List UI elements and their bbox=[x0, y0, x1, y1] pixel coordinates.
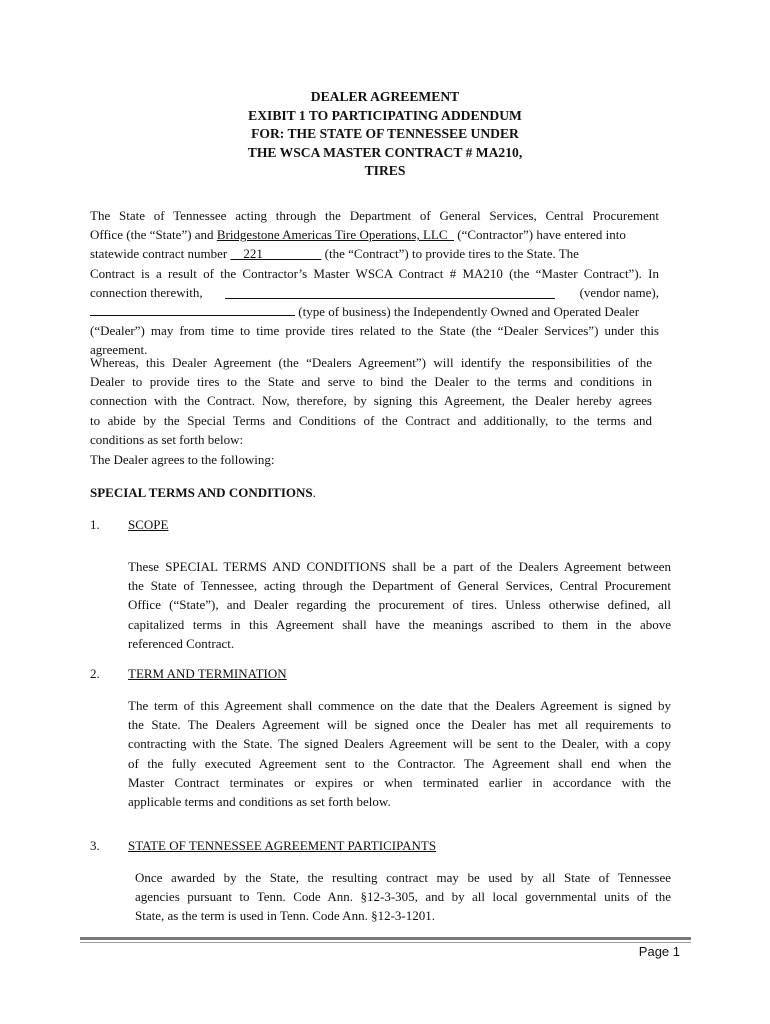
intro-line: connection therewith, (vendor name), bbox=[90, 284, 659, 300]
scope-line: Office (“State”), and Dealer regarding the procurement of tires. Unless otherwise defined, all bbox=[128, 597, 671, 613]
term-line: Master Contract terminates or expires or when terminated earlier in accordance with the bbox=[128, 774, 671, 790]
scope-line: referenced Contract. bbox=[128, 635, 235, 651]
contract-number: 221 bbox=[243, 246, 263, 262]
participants-line: agencies pursuant to Tenn. Code Ann. §12-3-305, and by all local governmental units of the bbox=[135, 889, 671, 905]
agrees-statement: The Dealer agrees to the following: bbox=[90, 452, 275, 467]
participants-line: State, as the term is used in Tenn. Code Ann. §12-3-1201. bbox=[135, 908, 435, 924]
intro-paragraph bbox=[90, 206, 659, 360]
intro-line: Office (the “State”) and Bridgestone Americas Tire Operations, LLC (“Contractor”) have entered into bbox=[90, 227, 626, 243]
scope-line: the State of Tennessee, acting through the Department of General Services, Central Procurement bbox=[128, 578, 671, 594]
whereas-line: conditions as set forth below: bbox=[90, 431, 244, 447]
intro-line: (type of business) the Independently Owned and Operated Dealer bbox=[90, 302, 659, 321]
intro-line: The State of Tennessee acting through the Department of General Services, Central Procurement bbox=[90, 208, 659, 223]
section-heading-term: TERM AND TERMINATION bbox=[128, 666, 287, 681]
page-number: Page 1 bbox=[638, 944, 680, 959]
section-number: 3. bbox=[90, 838, 100, 853]
term-line: applicable terms and conditions as set forth below. bbox=[128, 794, 391, 810]
term-line: The term of this Agreement shall commence on the date that the Dealers Agreement is signed by bbox=[128, 698, 671, 713]
whereas-line: to abide by the Special Terms and Conditions of the Contract and additionally, to the terms and bbox=[90, 412, 652, 428]
title-line: DEALER AGREEMENT bbox=[310, 89, 460, 104]
term-paragraph bbox=[128, 696, 671, 811]
intro-line: Contract is a result of the Contractor’s Master WSCA Contract # MA210 (the “Master Contract”). In bbox=[90, 265, 659, 281]
business-type-blank[interactable] bbox=[90, 303, 295, 316]
section-heading-scope: SCOPE bbox=[128, 517, 169, 532]
title-line: FOR: THE STATE OF TENNESSEE UNDER bbox=[251, 126, 519, 141]
whereas-line: Whereas, this Dealer Agreement (the “Dealers Agreement”) will identify the responsibilities of the bbox=[90, 355, 652, 370]
title-line: EXIBIT 1 TO PARTICIPATING ADDENDUM bbox=[248, 107, 522, 123]
footer-rule bbox=[80, 937, 691, 940]
intro-line: (“Dealer”) may from time to time provide tires related to the State (the “Dealer Services”) under this bbox=[90, 323, 659, 339]
title-line: TIRES bbox=[364, 163, 406, 178]
whereas-line: connection with the Contract. Now, therefore, by signing this Agreement, the Dealer hereby agrees bbox=[90, 393, 652, 409]
intro-line: agreement. bbox=[90, 342, 148, 358]
vendor-name-blank[interactable] bbox=[225, 286, 555, 299]
participants-line: Once awarded by the State, the resulting contract may be used by all State of Tennessee bbox=[135, 870, 671, 885]
section-heading-participants: STATE OF TENNESSEE AGREEMENT PARTICIPANTS bbox=[128, 838, 437, 853]
whereas-paragraph bbox=[90, 353, 652, 449]
term-line: contracting with the State. The signed Dealers Agreement will be sent to the Dealer, with a copy bbox=[128, 736, 671, 752]
contractor-name: Bridgestone Americas Tire Operations, LLC bbox=[216, 227, 448, 243]
whereas-line: Dealer to provide tires to the State and serve to bind the Dealer to the terms and conditions in bbox=[90, 374, 652, 390]
title-line: THE WSCA MASTER CONTRACT # MA210, bbox=[247, 144, 523, 160]
scope-line: These SPECIAL TERMS AND CONDITIONS shall be a part of the Dealers Agreement between bbox=[128, 559, 671, 574]
footer-rule-thin bbox=[80, 942, 691, 943]
scope-line: capitalized terms in this Agreement shall have the meanings ascribed to them in the above bbox=[128, 616, 671, 632]
term-line: the State. The Dealers Agreement will be signed once the Dealer has met all requirements to bbox=[128, 717, 671, 733]
section-number: 1. bbox=[90, 517, 100, 532]
section-number: 2. bbox=[90, 666, 100, 681]
term-line: of the fully executed Agreement sent to the Contractor. The Agreement shall end when the bbox=[128, 755, 671, 771]
participants-paragraph bbox=[135, 868, 671, 926]
scope-paragraph bbox=[128, 557, 671, 653]
intro-line: statewide contract number 221 (the “Contract”) to provide tires to the State. The bbox=[90, 246, 579, 262]
document-title bbox=[0, 88, 770, 181]
special-terms-heading: SPECIAL TERMS AND CONDITIONS. bbox=[90, 485, 316, 500]
